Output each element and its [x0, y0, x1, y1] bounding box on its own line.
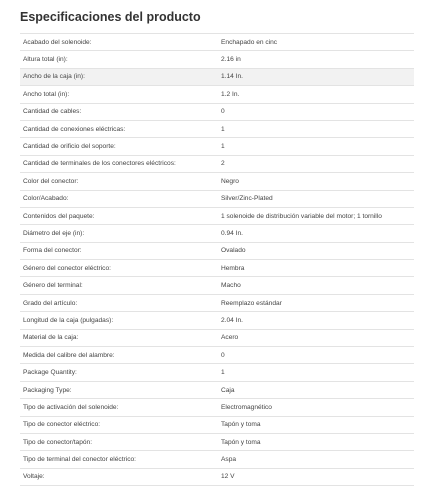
- specifications-table: [20, 33, 414, 486]
- spec-value: 0: [221, 108, 225, 116]
- spec-value: 1: [221, 125, 225, 133]
- spec-row: [20, 260, 414, 277]
- spec-label: Ancho de la caja (in):: [23, 73, 85, 81]
- spec-row: [20, 469, 414, 486]
- spec-value: 2.04 In.: [221, 316, 243, 324]
- spec-value: Negro: [221, 177, 239, 185]
- spec-row: [20, 34, 414, 51]
- spec-value: 0: [221, 351, 225, 359]
- spec-row: [20, 191, 414, 208]
- spec-label: Ancho total (in):: [23, 90, 70, 98]
- spec-value: Aspa: [221, 456, 237, 464]
- spec-row: [20, 173, 414, 190]
- spec-row: [20, 434, 414, 451]
- spec-label: Tipo de terminal del conector eléctrico:: [23, 456, 137, 464]
- spec-value: Ovalado: [221, 247, 246, 255]
- spec-value: 1.14 In.: [221, 73, 243, 81]
- spec-row: [20, 69, 414, 86]
- spec-value: Electromagnético: [221, 403, 272, 411]
- spec-row: [20, 295, 414, 312]
- spec-label: Acabado del solenoide:: [23, 38, 92, 46]
- spec-label: Package Quantity:: [23, 369, 77, 377]
- spec-label: Género del terminal:: [23, 282, 83, 290]
- spec-row: [20, 312, 414, 329]
- spec-label: Medida del calibre del alambre:: [23, 351, 115, 359]
- spec-value: Enchapado en cinc: [221, 38, 278, 46]
- spec-value: 1: [221, 143, 225, 151]
- spec-row: [20, 121, 414, 138]
- spec-value: Tapón y toma: [221, 421, 261, 429]
- spec-label: Cantidad de terminales de los conectores eléctricos:: [23, 160, 176, 168]
- spec-label: Color/Acabado:: [23, 195, 69, 203]
- section-title: Especificaciones del producto: [20, 10, 201, 24]
- spec-row: [20, 277, 414, 294]
- spec-row: [20, 243, 414, 260]
- spec-row: [20, 156, 414, 173]
- spec-label: Grado del artículo:: [23, 299, 78, 307]
- spec-row: [20, 208, 414, 225]
- spec-label: Tipo de conector eléctrico:: [23, 421, 101, 429]
- spec-row: [20, 330, 414, 347]
- spec-row: [20, 138, 414, 155]
- spec-row: [20, 104, 414, 121]
- spec-value: Hembra: [221, 264, 245, 272]
- spec-row: [20, 382, 414, 399]
- spec-label: Altura total (in):: [23, 56, 68, 64]
- spec-value: Macho: [221, 282, 241, 290]
- spec-label: Género del conector eléctrico:: [23, 264, 111, 272]
- spec-label: Material de la caja:: [23, 334, 79, 342]
- spec-value: 2.16 in: [221, 56, 241, 64]
- spec-label: Packaging Type:: [23, 386, 72, 394]
- spec-row: [20, 451, 414, 468]
- spec-label: Contenidos del paquete:: [23, 212, 95, 220]
- spec-value: 1.2 In.: [221, 90, 240, 98]
- spec-row: [20, 86, 414, 103]
- spec-value: 0.94 In.: [221, 229, 243, 237]
- spec-value: Tapón y toma: [221, 438, 261, 446]
- spec-value: Caja: [221, 386, 235, 394]
- spec-value: 1: [221, 369, 225, 377]
- spec-label: Longitud de la caja (pulgadas):: [23, 316, 114, 324]
- spec-label: Tipo de conector/tapón:: [23, 438, 93, 446]
- spec-value: Reemplazo estándar: [221, 299, 282, 307]
- spec-row: [20, 417, 414, 434]
- spec-value: Acero: [221, 334, 239, 342]
- spec-label: Forma del conector:: [23, 247, 82, 255]
- spec-label: Color del conector:: [23, 177, 79, 185]
- spec-label: Cantidad de cables:: [23, 108, 82, 116]
- spec-label: Voltaje:: [23, 473, 45, 481]
- spec-row: [20, 225, 414, 242]
- spec-label: Cantidad de conexiones eléctricas:: [23, 125, 126, 133]
- spec-label: Tipo de activación del solenoide:: [23, 403, 119, 411]
- spec-label: Diámetro del eje (in):: [23, 229, 85, 237]
- spec-label: Cantidad de orificio del soporte:: [23, 143, 116, 151]
- spec-value: 12 V: [221, 473, 235, 481]
- spec-row: [20, 51, 414, 68]
- spec-value: 2: [221, 160, 225, 168]
- spec-value: 1 solenoide de distribución variable del motor; 1 tornillo: [221, 212, 382, 220]
- spec-row: [20, 399, 414, 416]
- spec-value: Silver/Zinc-Plated: [221, 195, 273, 203]
- spec-row: [20, 364, 414, 381]
- spec-row: [20, 347, 414, 364]
